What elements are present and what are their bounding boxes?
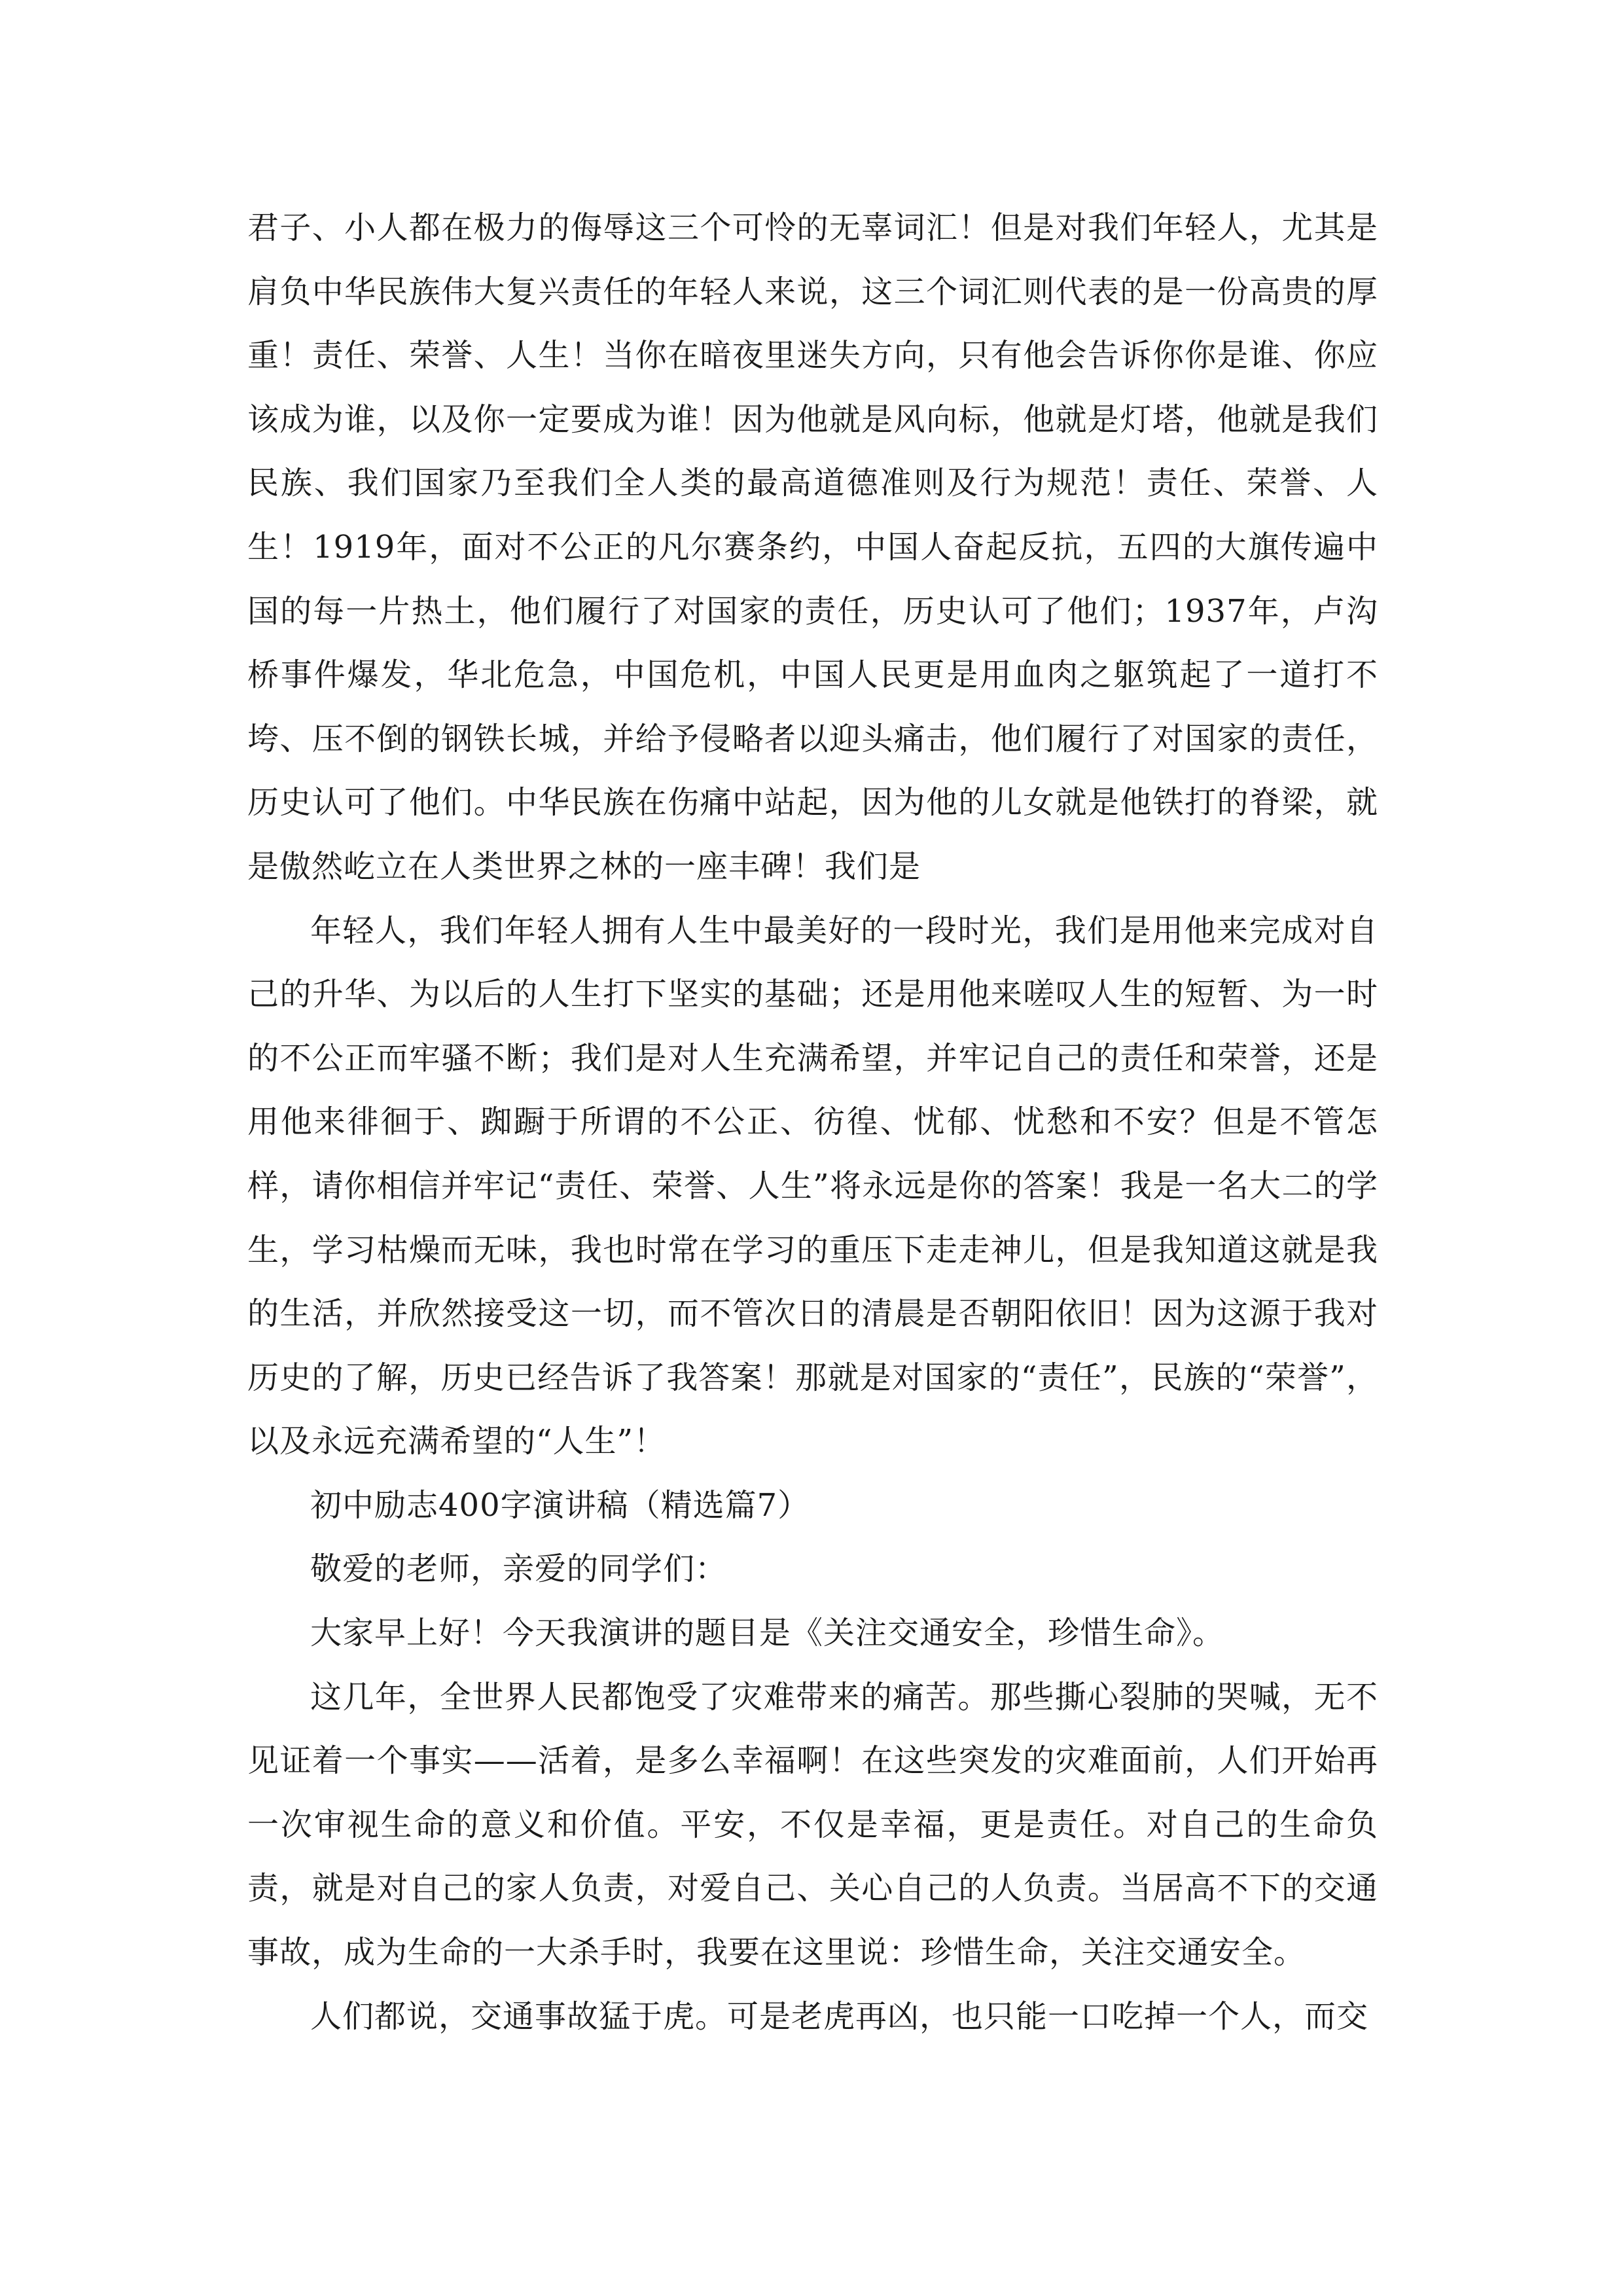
paragraph-disasters: 这几年，全世界人民都饱受了灾难带来的痛苦。那些撕心裂肺的哭喊，无不见证着一个事实——活着，是多么幸福啊！在这些突发的灾难面前，人们开始再一次审视生命的意义和价值。平安，不仅是幸福，更是责任。对自己的生命负责，就是对自己的家人负责，对爱自己、关心自己的人负责。当居高不下的交通事故，成为生命的一大杀手时，我要在这里说：珍惜生命，关注交通安全。 [247, 1678, 1378, 1971]
document-page [247, 196, 1378, 2049]
paragraph-traffic-accidents: 人们都说，交通事故猛于虎。可是老虎再凶，也只能一口吃掉一个人，而交 [310, 1998, 1369, 2035]
speech-title-heading: 初中励志400字演讲稿（精选篇7） [310, 1486, 810, 1524]
paragraph-young-people: 年轻人，我们年轻人拥有人生中最美好的一段时光，我们是用他来完成对自己的升华、为以后的人生打下坚实的基础；还是用他来嗟叹人生的短暂、为一时的不公正而牢骚不断；我们是对人生充满希望，并牢记自己的责任和荣誉，还是用他来徘徊于、踟蹰于所谓的不公正、彷徨、忧郁、忧愁和不安？但是不管怎样，请你相信并牢记“责任、荣誉、人生”将永远是你的答案！我是一名大二的学生，学习枯燥而无味，我也时常在学习的重压下走走神儿，但是我知道这就是我的生活，并欣然接受这一切，而不管次日的清晨是否朝阳依旧！因为这源于我对历史的了解，历史已经告诉了我答案！那就是对国家的“责任”，民族的“荣誉”，以及永远充满希望的“人生”！ [247, 912, 1378, 1460]
paragraph-responsibility-honor-life: 君子、小人都在极力的侮辱这三个可怜的无辜词汇！但是对我们年轻人，尤其是肩负中华民族伟大复兴责任的年轻人来说，这三个词汇则代表的是一份高贵的厚重！责任、荣誉、人生！当你在暗夜里迷失方向，只有他会告诉你你是谁、你应该成为谁，以及你一定要成为谁！因为他就是风向标，他就是灯塔，他就是我们民族、我们国家乃至我们全人类的最高道德准则及行为规范！责任、荣誉、人生！1919年，面对不公正的凡尔赛条约，中国人奋起反抗，五四的大旗传遍中国的每一片热土，他们履行了对国家的责任，历史认可了他们；1937年，卢沟桥事件爆发，华北危急，中国危机，中国人民更是用血肉之躯筑起了一道打不垮、压不倒的钢铁长城，并给予侵略者以迎头痛击，他们履行了对国家的责任，历史认可了他们。中华民族在伤痛中站起，因为他的儿女就是他铁打的脊梁，就是傲然屹立在人类世界之林的一座丰碑！我们是 [247, 209, 1378, 885]
speech-topic-line: 大家早上好！今天我演讲的题目是《关注交通安全，珍惜生命》。 [310, 1615, 1225, 1652]
salutation: 敬爱的老师，亲爱的同学们： [310, 1551, 728, 1588]
